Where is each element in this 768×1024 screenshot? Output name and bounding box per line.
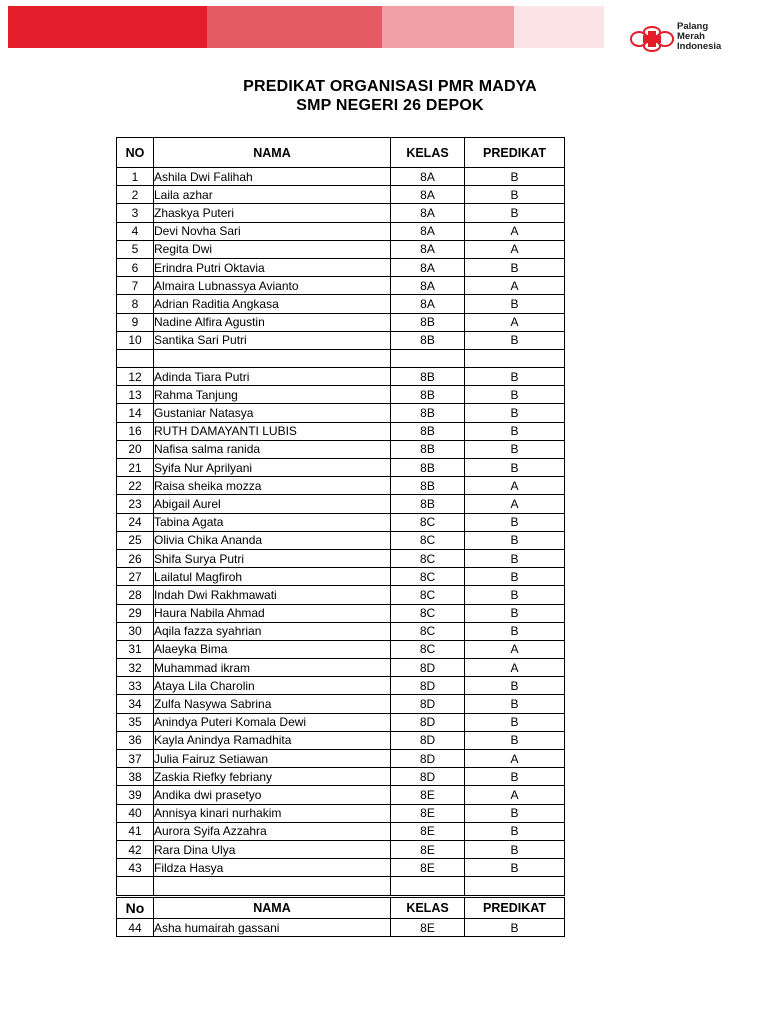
cell-nama: Shifa Surya Putri (154, 549, 391, 567)
cell-predikat: B (465, 919, 565, 937)
table-row (117, 295, 565, 313)
table-row (117, 713, 565, 731)
cell-no (117, 877, 154, 895)
cell-nama: Almaira Lubnassya Avianto (154, 277, 391, 295)
cell-kelas: 8E (391, 804, 465, 822)
cell-kelas: 8A (391, 222, 465, 240)
cell-kelas: 8C (391, 586, 465, 604)
cell-kelas: 8B (391, 459, 465, 477)
cell-no: 40 (117, 804, 154, 822)
table-row (117, 640, 565, 658)
column-header-kelas: KELAS (391, 898, 465, 919)
table-row (117, 568, 565, 586)
cell-nama: Abigail Aurel (154, 495, 391, 513)
table-row (117, 186, 565, 204)
cell-no: 43 (117, 859, 154, 877)
cell-no: 36 (117, 731, 154, 749)
cell-predikat: A (465, 313, 565, 331)
cell-nama (154, 877, 391, 895)
cell-kelas: 8E (391, 859, 465, 877)
cell-no: 23 (117, 495, 154, 513)
cell-no: 37 (117, 750, 154, 768)
cell-predikat: B (465, 422, 565, 440)
cell-predikat: B (465, 568, 565, 586)
table-row (117, 531, 565, 549)
cell-kelas: 8E (391, 840, 465, 858)
cell-kelas: 8C (391, 568, 465, 586)
cell-no: 6 (117, 258, 154, 276)
cell-nama: Asha humairah gassani (154, 919, 391, 937)
cell-kelas: 8B (391, 386, 465, 404)
cell-no: 35 (117, 713, 154, 731)
cell-nama: Zulfa Nasywa Sabrina (154, 695, 391, 713)
cell-no: 5 (117, 240, 154, 258)
cell-no: 20 (117, 440, 154, 458)
cell-predikat: A (465, 222, 565, 240)
cell-nama: Laila azhar (154, 186, 391, 204)
cell-predikat: A (465, 659, 565, 677)
cell-nama: Rara Dina Ulya (154, 840, 391, 858)
cell-no: 44 (117, 919, 154, 937)
table-row (117, 822, 565, 840)
column-header-nama: NAMA (154, 138, 391, 168)
cell-predikat: B (465, 859, 565, 877)
table-row (117, 804, 565, 822)
cell-kelas: 8A (391, 168, 465, 186)
column-header-predikat: PREDIKAT (465, 138, 565, 168)
cell-kelas: 8A (391, 277, 465, 295)
cell-kelas: 8B (391, 422, 465, 440)
cell-nama: Santika Sari Putri (154, 331, 391, 349)
cell-predikat: A (465, 277, 565, 295)
table-row (117, 786, 565, 804)
table-row (117, 459, 565, 477)
cell-no: 25 (117, 531, 154, 549)
cell-predikat: B (465, 677, 565, 695)
cell-predikat: A (465, 240, 565, 258)
cell-kelas: 8D (391, 713, 465, 731)
header-band-segment (207, 6, 382, 48)
cell-predikat: B (465, 459, 565, 477)
cell-nama: Gustaniar Natasya (154, 404, 391, 422)
cell-kelas: 8A (391, 204, 465, 222)
logo-line: Indonesia (677, 41, 722, 52)
header-band-segment (382, 6, 514, 48)
cell-predikat: B (465, 168, 565, 186)
cell-predikat: B (465, 186, 565, 204)
page-title: PREDIKAT ORGANISASI PMR MADYA (243, 78, 537, 95)
table-row (117, 659, 565, 677)
cell-kelas: 8C (391, 640, 465, 658)
cell-no: 21 (117, 459, 154, 477)
table-row (117, 495, 565, 513)
cell-kelas: 8C (391, 513, 465, 531)
cell-kelas: 8B (391, 495, 465, 513)
cell-no: 26 (117, 549, 154, 567)
cell-no: 24 (117, 513, 154, 531)
cell-predikat: B (465, 713, 565, 731)
cell-kelas: 8E (391, 786, 465, 804)
cell-nama: Olivia Chika Ananda (154, 531, 391, 549)
cell-nama: Rahma Tanjung (154, 386, 391, 404)
table-row (117, 368, 565, 386)
cell-nama: Lailatul Magfiroh (154, 568, 391, 586)
cell-no: 14 (117, 404, 154, 422)
cell-predikat: B (465, 386, 565, 404)
cell-nama: Kayla Anindya Ramadhita (154, 731, 391, 749)
cell-no (117, 349, 154, 367)
cell-kelas: 8C (391, 531, 465, 549)
cell-predikat: B (465, 768, 565, 786)
cell-nama: Nadine Alfira Agustin (154, 313, 391, 331)
table-row (117, 859, 565, 877)
cell-nama: Annisya kinari nurhakim (154, 804, 391, 822)
cell-no: 4 (117, 222, 154, 240)
cell-predikat: B (465, 440, 565, 458)
cell-predikat: B (465, 368, 565, 386)
cell-kelas (391, 877, 465, 895)
table-row (117, 422, 565, 440)
table-row (117, 204, 565, 222)
table-header-row (117, 898, 565, 919)
pmi-logo (630, 22, 750, 56)
table-row (117, 877, 565, 895)
table-row (117, 277, 565, 295)
cell-predikat: A (465, 640, 565, 658)
cell-no: 28 (117, 586, 154, 604)
cell-no: 9 (117, 313, 154, 331)
table-header-row (117, 138, 565, 168)
cell-nama: Haura Nabila Ahmad (154, 604, 391, 622)
logo-line: Palang (677, 21, 709, 32)
cell-kelas: 8A (391, 186, 465, 204)
cell-no: 38 (117, 768, 154, 786)
cell-kelas: 8D (391, 750, 465, 768)
cell-nama: Andika dwi prasetyo (154, 786, 391, 804)
cell-nama: Alaeyka Bima (154, 640, 391, 658)
cell-predikat: B (465, 822, 565, 840)
cell-kelas: 8E (391, 822, 465, 840)
cell-predikat: B (465, 204, 565, 222)
table-row (117, 349, 565, 367)
cell-nama: Adinda Tiara Putri (154, 368, 391, 386)
table-row (117, 622, 565, 640)
column-header-nama: NAMA (154, 898, 391, 919)
table-row (117, 240, 565, 258)
column-header-kelas: KELAS (391, 138, 465, 168)
cell-kelas: 8A (391, 258, 465, 276)
header-band-segment (8, 6, 207, 48)
cell-predikat: A (465, 477, 565, 495)
cell-predikat: B (465, 531, 565, 549)
cell-predikat: B (465, 731, 565, 749)
logo-line: Merah (677, 31, 705, 42)
table-row (117, 386, 565, 404)
cell-kelas: 8C (391, 622, 465, 640)
table-row (117, 440, 565, 458)
table-row (117, 677, 565, 695)
table-row (117, 919, 565, 937)
cell-kelas (391, 349, 465, 367)
cell-no: 30 (117, 622, 154, 640)
cell-no: 31 (117, 640, 154, 658)
cell-no: 8 (117, 295, 154, 313)
cell-no: 2 (117, 186, 154, 204)
cell-predikat: B (465, 258, 565, 276)
cell-no: 32 (117, 659, 154, 677)
cell-nama: Zaskia Riefky febriany (154, 768, 391, 786)
cell-kelas: 8D (391, 695, 465, 713)
cell-nama: Tabina Agata (154, 513, 391, 531)
cell-nama: Fildza Hasya (154, 859, 391, 877)
column-header-predikat: PREDIKAT (465, 898, 565, 919)
cell-kelas: 8D (391, 731, 465, 749)
table-row (117, 513, 565, 531)
cell-no: 42 (117, 840, 154, 858)
table-row (117, 168, 565, 186)
table-row (117, 768, 565, 786)
predikat-table (116, 137, 565, 896)
cell-kelas: 8B (391, 404, 465, 422)
cell-nama: Adrian Raditia Angkasa (154, 295, 391, 313)
cell-kelas: 8C (391, 604, 465, 622)
table-row (117, 604, 565, 622)
red-cross-icon (630, 26, 674, 52)
cell-no: 39 (117, 786, 154, 804)
cell-no: 12 (117, 368, 154, 386)
table-row (117, 586, 565, 604)
cell-nama: Muhammad ikram (154, 659, 391, 677)
cell-kelas: 8B (391, 440, 465, 458)
table-row (117, 840, 565, 858)
cell-kelas: 8E (391, 919, 465, 937)
cell-nama: Ataya Lila Charolin (154, 677, 391, 695)
table-row (117, 695, 565, 713)
column-header-no: NO (117, 138, 154, 168)
cell-nama: Aurora Syifa Azzahra (154, 822, 391, 840)
cell-nama (154, 349, 391, 367)
cell-nama: Syifa Nur Aprilyani (154, 459, 391, 477)
cell-no: 3 (117, 204, 154, 222)
column-header-no: No (117, 898, 154, 919)
cell-predikat: B (465, 622, 565, 640)
cell-nama: Devi Novha Sari (154, 222, 391, 240)
cell-nama: Regita Dwi (154, 240, 391, 258)
cell-predikat: B (465, 331, 565, 349)
cell-nama: Erindra Putri Oktavia (154, 258, 391, 276)
cell-kelas: 8A (391, 295, 465, 313)
cell-no: 1 (117, 168, 154, 186)
cell-kelas: 8D (391, 677, 465, 695)
cell-predikat: B (465, 804, 565, 822)
cell-kelas: 8B (391, 477, 465, 495)
page-subtitle: SMP NEGERI 26 DEPOK (296, 97, 484, 114)
table-row (117, 750, 565, 768)
cell-nama: Indah Dwi Rakhmawati (154, 586, 391, 604)
cell-kelas: 8D (391, 659, 465, 677)
cell-predikat: B (465, 513, 565, 531)
cell-predikat: B (465, 404, 565, 422)
table-row (117, 477, 565, 495)
cell-predikat: B (465, 695, 565, 713)
cell-kelas: 8B (391, 313, 465, 331)
cell-no: 34 (117, 695, 154, 713)
cell-nama: RUTH DAMAYANTI LUBIS (154, 422, 391, 440)
table-row (117, 549, 565, 567)
logo-text (677, 22, 721, 52)
cell-predikat: B (465, 295, 565, 313)
cell-no: 41 (117, 822, 154, 840)
cell-nama: Raisa sheika mozza (154, 477, 391, 495)
cell-kelas: 8D (391, 768, 465, 786)
cell-no: 10 (117, 331, 154, 349)
cell-predikat: A (465, 495, 565, 513)
table-row (117, 222, 565, 240)
table-row (117, 404, 565, 422)
cell-nama: Nafisa salma ranida (154, 440, 391, 458)
cell-no: 7 (117, 277, 154, 295)
cell-nama: Aqila fazza syahrian (154, 622, 391, 640)
cell-no: 29 (117, 604, 154, 622)
cell-no: 13 (117, 386, 154, 404)
header-band-segment (514, 6, 604, 48)
cell-predikat (465, 349, 565, 367)
predikat-table-continued (116, 897, 565, 937)
cell-predikat: A (465, 750, 565, 768)
cell-predikat: A (465, 786, 565, 804)
cell-kelas: 8C (391, 549, 465, 567)
cell-no: 33 (117, 677, 154, 695)
cell-predikat: B (465, 840, 565, 858)
cell-no: 22 (117, 477, 154, 495)
table-row (117, 313, 565, 331)
cell-nama: Anindya Puteri Komala Dewi (154, 713, 391, 731)
cell-no: 16 (117, 422, 154, 440)
table-row (117, 731, 565, 749)
table-row (117, 258, 565, 276)
cell-no: 27 (117, 568, 154, 586)
table-row (117, 331, 565, 349)
cell-nama: Zhaskya Puteri (154, 204, 391, 222)
cell-kelas: 8A (391, 240, 465, 258)
cell-predikat: B (465, 604, 565, 622)
cell-nama: Ashila Dwi Falihah (154, 168, 391, 186)
cell-predikat: B (465, 549, 565, 567)
cell-kelas: 8B (391, 368, 465, 386)
cell-nama: Julia Fairuz Setiawan (154, 750, 391, 768)
cell-kelas: 8B (391, 331, 465, 349)
cell-predikat: B (465, 586, 565, 604)
cell-predikat (465, 877, 565, 895)
